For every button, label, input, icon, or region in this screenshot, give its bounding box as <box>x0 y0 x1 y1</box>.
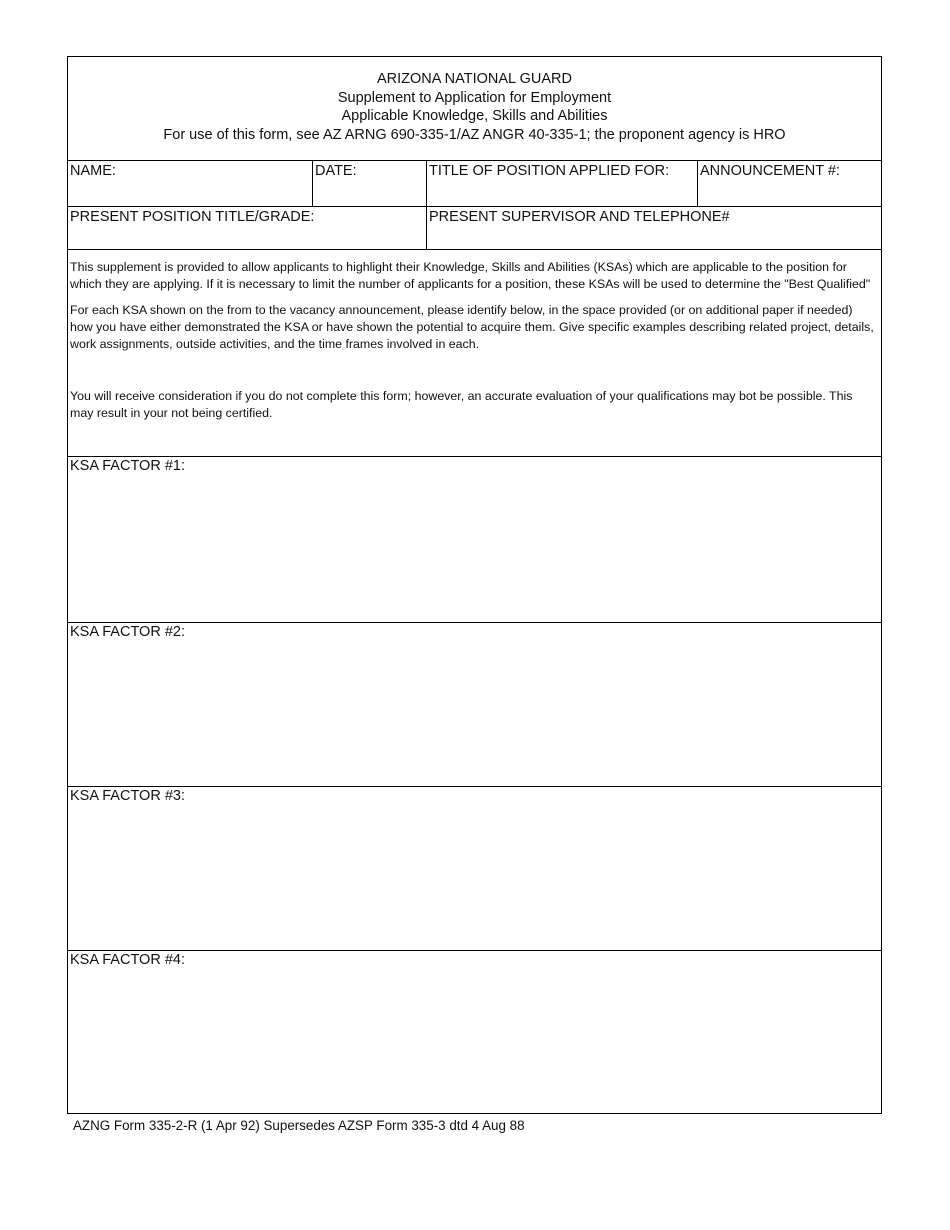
instructions-paragraph-2: For each KSA shown on the from to the vacancy announcement, please identify below, in the space provided (or on additional paper if needed) how you have either demonstrated the KSA or have shown the potential to acquire them. Give specific examples describing related project, details, work assignments, outside activities, and the time frames involved in each. <box>70 303 874 351</box>
supervisor-field[interactable] <box>426 207 883 249</box>
present-position-label: PRESENT POSITION TITLE/GRADE: <box>70 209 315 225</box>
applicant-info-row <box>68 161 881 207</box>
instructions-paragraph-1: This supplement is provided to allow applicants to highlight their Knowledge, Skills and Abilities (KSAs) which are applicable to the position for which they are applying. If it is necessary to limit the number of applicants for a position, these KSAs will be used to determine the "Best Qualified" <box>70 260 871 291</box>
ksa-supplement-form <box>67 56 882 1114</box>
org-name: ARIZONA NATIONAL GUARD <box>377 71 572 87</box>
name-label: NAME: <box>70 163 116 179</box>
form-subtitle: Applicable Knowledge, Skills and Abilities <box>341 108 608 125</box>
position-title-label: TITLE OF POSITION APPLIED FOR: <box>429 163 670 179</box>
announcement-label: ANNOUNCEMENT #: <box>700 163 840 179</box>
name-field[interactable] <box>68 161 312 206</box>
instructions-paragraph-3: You will receive consideration if you do not complete this form; however, an accurate evaluation of your qualifications may bot be possible. This may result in your not being certified. <box>70 389 853 420</box>
form-footer: AZNG Form 335-2-R (1 Apr 92) Supersedes AZSP Form 335-3 dtd 4 Aug 88 <box>73 1118 525 1133</box>
position-title-field[interactable] <box>426 161 697 206</box>
ksa-factor-1-field[interactable] <box>68 457 881 623</box>
instructions-section <box>68 250 881 457</box>
form-usage-note: For use of this form, see AZ ARNG 690-335-1/AZ ANGR 40-335-1; the proponent agency is HRO <box>163 126 786 143</box>
ksa-factor-3-label: KSA FACTOR #3: <box>70 788 185 804</box>
ksa-factor-1-label: KSA FACTOR #1: <box>70 458 185 474</box>
ksa-factor-2-field[interactable] <box>68 623 881 787</box>
ksa-factor-3-field[interactable] <box>68 787 881 951</box>
date-label: DATE: <box>315 163 357 179</box>
form-title: Supplement to Application for Employment <box>337 89 612 106</box>
ksa-factor-2-label: KSA FACTOR #2: <box>70 624 185 640</box>
date-field[interactable] <box>312 161 426 206</box>
ksa-factor-4-label: KSA FACTOR #4: <box>70 952 185 968</box>
present-position-row <box>68 207 881 250</box>
ksa-factor-4-field[interactable] <box>68 951 881 1114</box>
supervisor-label: PRESENT SUPERVISOR AND TELEPHONE# <box>429 209 730 225</box>
present-position-field[interactable] <box>68 207 426 249</box>
announcement-field[interactable] <box>697 161 883 206</box>
form-header <box>68 57 881 161</box>
